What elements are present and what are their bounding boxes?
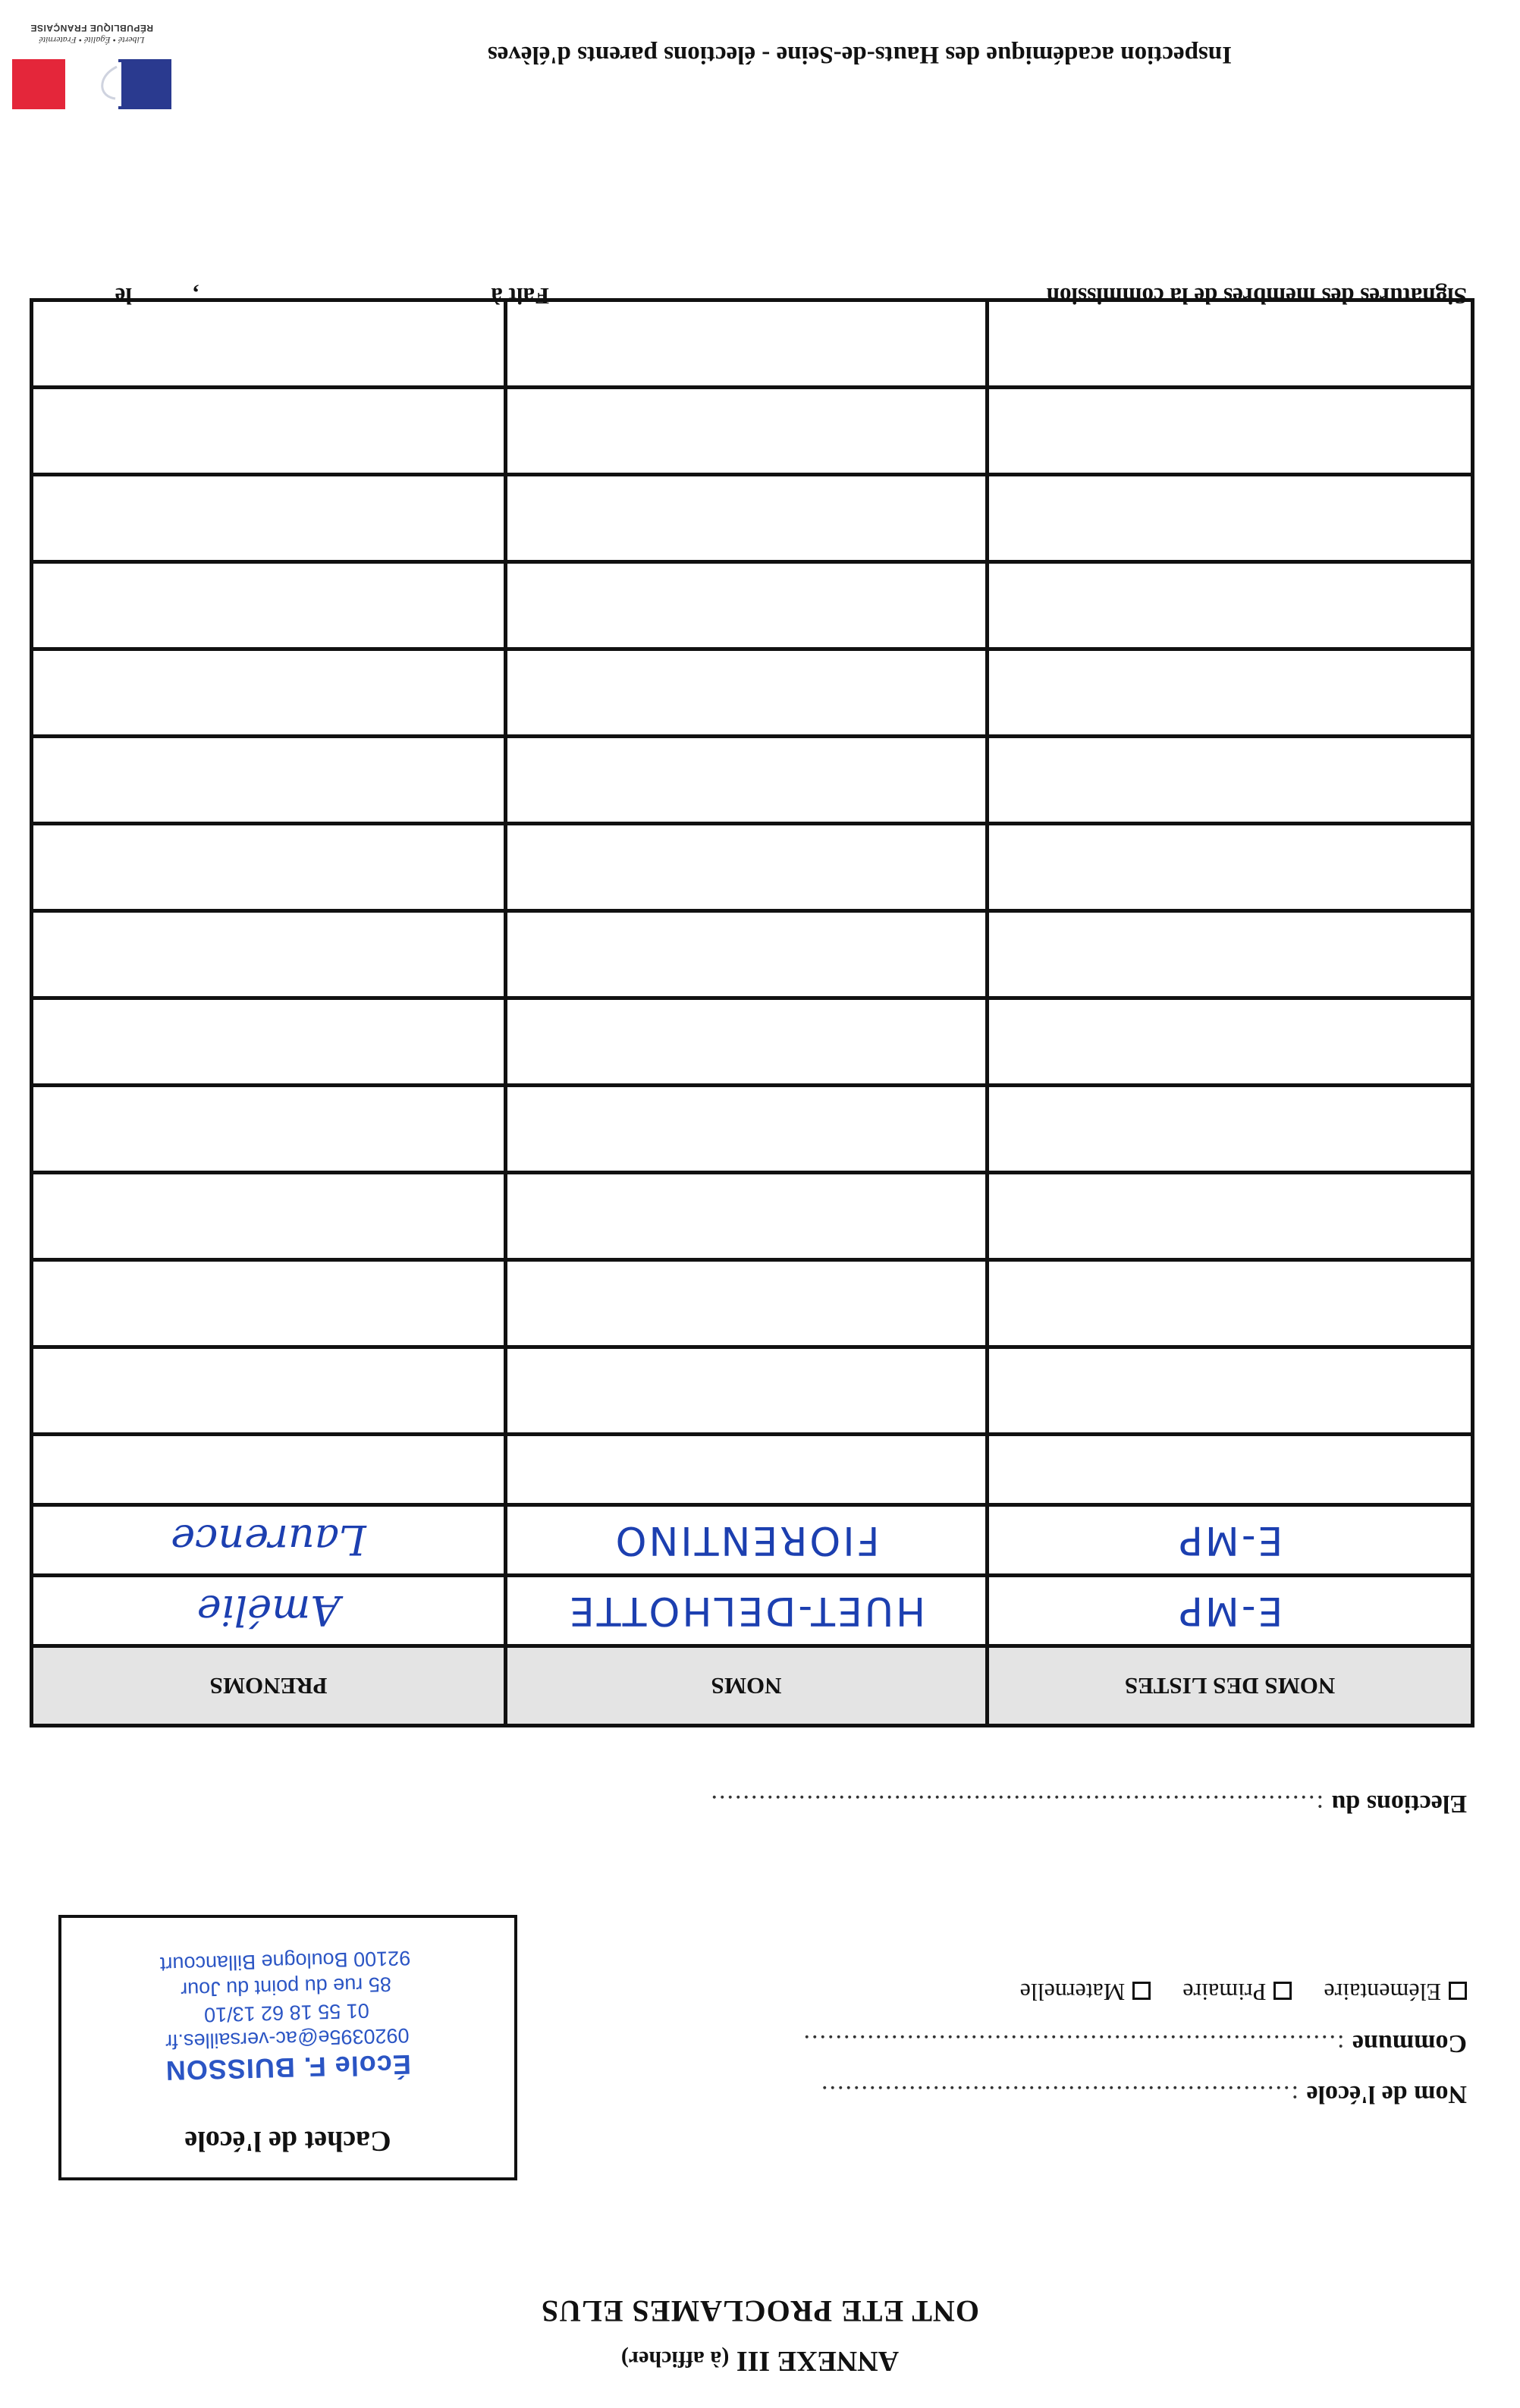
- checkbox-maternelle[interactable]: [1132, 1982, 1151, 2000]
- cell-prenom[interactable]: [32, 1435, 506, 1505]
- cell-nom[interactable]: [506, 388, 988, 475]
- cell-nom[interactable]: HUET-DELHOTTE: [506, 1576, 988, 1646]
- cell-liste[interactable]: [988, 737, 1473, 824]
- french-flag-icon: [12, 42, 171, 109]
- option-elementaire[interactable]: [1324, 1979, 1467, 2006]
- cell-liste[interactable]: [988, 1347, 1473, 1435]
- cell-prenom[interactable]: Amélie: [32, 1576, 506, 1646]
- cell-liste[interactable]: [988, 562, 1473, 649]
- cell-liste[interactable]: [988, 649, 1473, 737]
- signatures-line: [56, 282, 1467, 310]
- table-row: [32, 475, 1473, 562]
- cell-nom[interactable]: [506, 1173, 988, 1260]
- school-stamp: [73, 1943, 501, 2089]
- cell-nom[interactable]: [506, 475, 988, 562]
- table-row: [32, 1435, 1473, 1505]
- footer-title: Inspection académique des Hauts-de-Seine - élections parents d'élèves: [487, 41, 1232, 68]
- cell-prenom[interactable]: [32, 737, 506, 824]
- table-row: [32, 562, 1473, 649]
- cell-nom[interactable]: [506, 998, 988, 1086]
- table-row: [32, 1576, 1473, 1646]
- commune-field: Commune :...................................................................: [802, 2029, 1467, 2057]
- cell-nom[interactable]: [506, 1347, 988, 1435]
- table-row: [32, 737, 1473, 824]
- cell-prenom[interactable]: Laurence: [32, 1505, 506, 1576]
- cell-prenom[interactable]: [32, 1347, 506, 1435]
- cell-prenom[interactable]: [32, 911, 506, 998]
- marianne-logo: [12, 18, 171, 109]
- table-row: [32, 1505, 1473, 1576]
- annexe-note: (à afficher): [620, 2347, 730, 2372]
- signatures-label: Signatures des membres de la commission: [1046, 283, 1467, 310]
- cell-liste[interactable]: [988, 1173, 1473, 1260]
- cell-prenom[interactable]: [32, 824, 506, 911]
- comma-separator: ,: [193, 283, 199, 310]
- cell-liste[interactable]: [988, 1086, 1473, 1173]
- table-row: [32, 998, 1473, 1086]
- cell-nom[interactable]: [506, 1435, 988, 1505]
- elections-field: Elections du :............................................................................: [709, 1790, 1467, 1818]
- table-row: [32, 911, 1473, 998]
- option-maternelle[interactable]: [1020, 1979, 1151, 2006]
- table-row: [32, 1260, 1473, 1347]
- table-row: [32, 1347, 1473, 1435]
- header-liste: NOMS DES LISTES: [988, 1646, 1473, 1726]
- cell-nom[interactable]: [506, 562, 988, 649]
- cell-nom[interactable]: [506, 911, 988, 998]
- table-row: [32, 300, 1473, 388]
- le-label: le: [115, 283, 132, 310]
- cell-prenom[interactable]: [32, 1173, 506, 1260]
- fait-a-label: Fait à: [491, 283, 549, 310]
- option-elementaire-label: Elémentaire: [1324, 1979, 1441, 2006]
- cell-prenom[interactable]: [32, 998, 506, 1086]
- cell-liste[interactable]: [988, 998, 1473, 1086]
- stamp-street: 85 rue du point du Jour: [180, 1973, 392, 2001]
- cell-prenom[interactable]: [32, 1086, 506, 1173]
- cell-liste[interactable]: E-MP: [988, 1576, 1473, 1646]
- stamp-box-title: Cachet de l'école: [184, 2125, 391, 2157]
- header-nom: NOMS: [506, 1646, 988, 1726]
- annexe-label: ANNEXE III: [736, 2345, 900, 2377]
- cell-nom[interactable]: [506, 737, 988, 824]
- cell-liste[interactable]: [988, 1260, 1473, 1347]
- option-maternelle-label: Maternelle: [1019, 1979, 1126, 2006]
- table-row: [32, 1086, 1473, 1173]
- page-title: ONT ETE PROCLAMES ELUS: [540, 2294, 980, 2328]
- option-primaire-label: Primaire: [1182, 1979, 1267, 2006]
- stamp-phone: 01 55 18 62 13/10: [203, 1999, 370, 2026]
- annexe-title: [0, 2344, 1520, 2378]
- elected-table: [30, 298, 1474, 1727]
- cell-nom[interactable]: [506, 649, 988, 737]
- cell-prenom[interactable]: [32, 562, 506, 649]
- cell-nom[interactable]: [506, 1086, 988, 1173]
- elections-label: Elections du: [1331, 1790, 1467, 1818]
- cell-liste[interactable]: [988, 824, 1473, 911]
- table-row: [32, 388, 1473, 475]
- cell-liste[interactable]: [988, 388, 1473, 475]
- cell-nom[interactable]: [506, 824, 988, 911]
- logo-republic: RÉPUBLIQUE FRANÇAISE: [30, 23, 154, 33]
- cell-nom[interactable]: [506, 1260, 988, 1347]
- logo-motto: Liberté • Égalité • Fraternité: [39, 35, 145, 46]
- table-row: [32, 649, 1473, 737]
- table-row: [32, 824, 1473, 911]
- cell-liste[interactable]: [988, 300, 1473, 388]
- stamp-school-name: École F. BUISSON: [165, 2048, 412, 2087]
- school-stamp-box: [58, 1915, 517, 2180]
- stamp-city: 92100 Boulogne Billancourt: [159, 1946, 411, 1976]
- cell-liste[interactable]: [988, 1435, 1473, 1505]
- school-type-options: [994, 1978, 1467, 2006]
- checkbox-primaire[interactable]: [1273, 1982, 1292, 2000]
- cell-liste[interactable]: [988, 911, 1473, 998]
- cell-prenom[interactable]: [32, 300, 506, 388]
- school-name-field: Nom de l'école :...........................................................: [820, 2080, 1467, 2108]
- cell-prenom[interactable]: [32, 388, 506, 475]
- cell-nom[interactable]: FIORENTINO: [506, 1505, 988, 1576]
- cell-prenom[interactable]: [32, 1260, 506, 1347]
- cell-nom[interactable]: [506, 300, 988, 388]
- checkbox-elementaire[interactable]: [1449, 1982, 1467, 2000]
- school-name-label: Nom de l'école: [1306, 2080, 1467, 2108]
- table-header-row: [32, 1646, 1473, 1726]
- commune-label: Commune: [1352, 2029, 1467, 2057]
- cell-liste[interactable]: [988, 475, 1473, 562]
- table-row: [32, 1173, 1473, 1260]
- header-prenom: PRENOMS: [32, 1646, 506, 1726]
- stamp-email: 0920395e@ac-versailles.fr: [165, 2023, 410, 2054]
- cell-prenom[interactable]: [32, 475, 506, 562]
- cell-prenom[interactable]: [32, 649, 506, 737]
- cell-liste[interactable]: E-MP: [988, 1505, 1473, 1576]
- option-primaire[interactable]: [1182, 1979, 1292, 2006]
